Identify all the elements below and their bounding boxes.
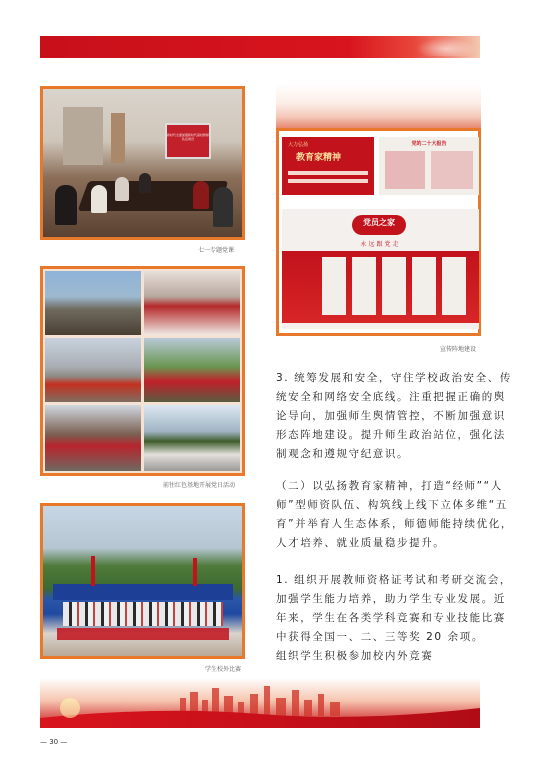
decorative-red-wave — [276, 84, 481, 128]
caption-publicity: 宣传阵地建设 — [440, 346, 477, 353]
photo-party-lecture — [40, 86, 245, 240]
caption-party-lecture: 七一专题党课 — [198, 247, 235, 254]
photo-publicity-boards — [276, 128, 481, 336]
board-party-home: 党员之家 永远跟党走 — [282, 209, 479, 329]
header-banner — [40, 36, 480, 58]
photo-red-base-collage — [40, 266, 245, 476]
caption-student-competition: 学生校外比赛 — [205, 666, 242, 673]
paragraph-security: 3. 统筹发展和安全，守住学校政治安全、传 统安全和网络安全底线。注重把握正确的舆 论导向，加强师生舆情管控，不断加强意识 形态阵地建设。提升师生政治站位，强化法 制观念和遵规守纪意识。 — [276, 372, 512, 460]
board-congress-report: 党的二十大报告 — [379, 137, 479, 195]
projector-screen — [165, 123, 211, 159]
slide-title: 新时代全面加强新时代高校教师队伍建设 — [167, 133, 210, 141]
paragraph-educator-spirit: （二）以弘扬教育家精神，打造“经师”“人 师”型师资队伍、构筑线上线下立体多维“五 育”并举育人生态体系，师德师能持续优化， 人才培养、就业质量稳步提升。 — [276, 480, 513, 549]
footer-cityscape-banner — [40, 678, 480, 728]
skyline-illustration — [40, 678, 480, 728]
board-educator-spirit: 大力弘扬 教育家精神 — [282, 137, 374, 195]
competition-banner — [53, 584, 233, 600]
paragraph-student-competitions: 1. 组织开展教师资格证考试和考研交流会， 加强学生能力培养，助力学生专业发展。近 年来，学生在各类学科竞赛和专业技能比赛 中获得全国一、二、三等奖 20 余项。 组织学生积极参加校内外竞赛 — [276, 574, 512, 662]
header-decoration — [416, 38, 476, 56]
caption-red-base: 前往红色基地开展党日活动 — [163, 482, 236, 489]
page-number: — 30 — — [40, 738, 68, 746]
photo-student-competition — [40, 503, 245, 659]
